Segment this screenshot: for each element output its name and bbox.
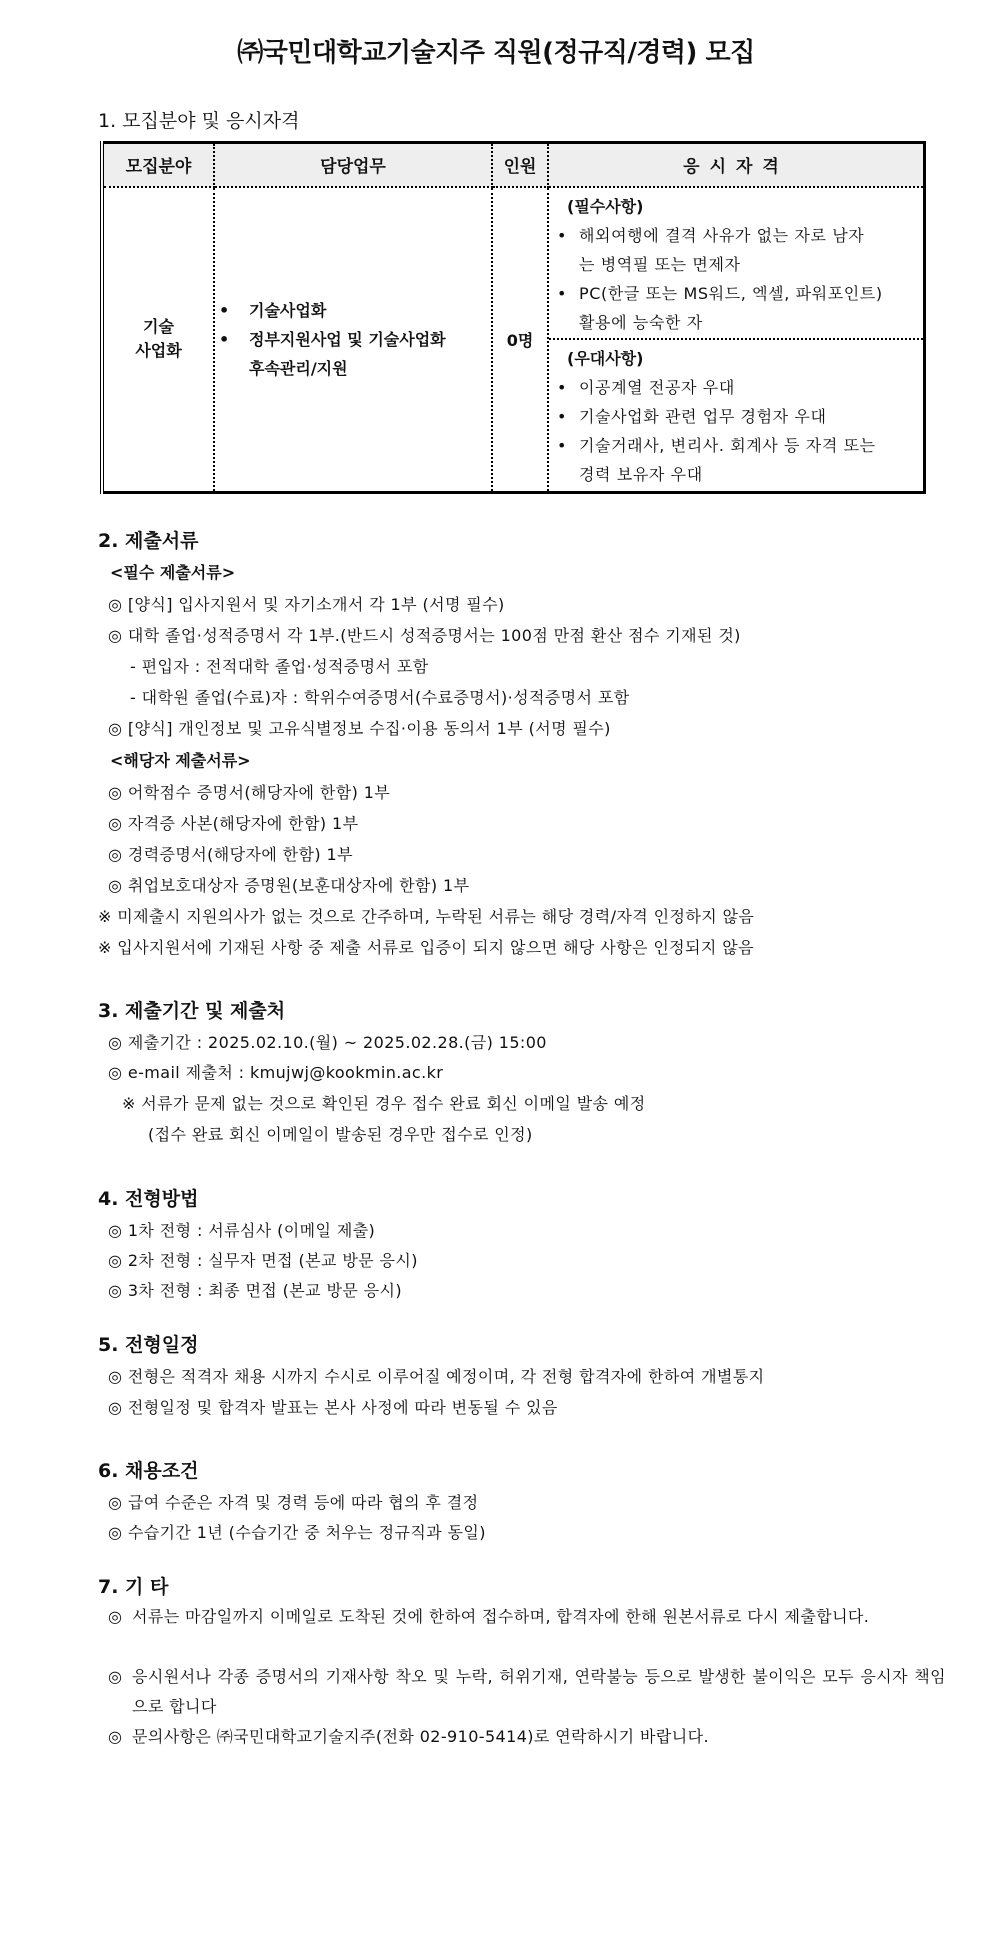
method-item: ◎ 1차 전형 : 서류심사 (이메일 제출) bbox=[108, 1221, 376, 1240]
submission-email: ◎ e-mail 제출처 : kmujwj@kookmin.ac.kr bbox=[108, 1063, 444, 1082]
section1-heading: 1. 모집분야 및 응시자격 bbox=[98, 110, 300, 132]
section6-heading: 6. 채용조건 bbox=[98, 1460, 199, 1482]
qual-item: 는 병역필 또는 면제자 bbox=[579, 254, 741, 274]
submission-note: ※ 서류가 문제 없는 것으로 확인된 경우 접수 완료 회신 이메일 발송 예정 bbox=[122, 1094, 646, 1113]
bullet-icon: • bbox=[557, 435, 568, 455]
preferred-block bbox=[549, 340, 923, 491]
method-item: ◎ 3차 전형 : 최종 면접 (본교 방문 응시) bbox=[108, 1281, 403, 1300]
field-text: 기술 bbox=[143, 317, 174, 336]
doc-item: ◎ 대학 졸업·성적증명서 각 1부.(반드시 성적증명서는 100점 만점 환산 점수 기재된 것) bbox=[108, 626, 741, 645]
section2-heading: 2. 제출서류 bbox=[98, 530, 199, 552]
doc-subitem: - 편입자 : 전적대학 졸업·성적증명서 포함 bbox=[130, 657, 429, 676]
header-field: 모집분야 bbox=[102, 143, 214, 187]
optional-docs-subheading: <해당자 제출서류> bbox=[110, 751, 251, 770]
qual-item: 경력 보유자 우대 bbox=[579, 464, 703, 484]
doc-item: ◎ 경력증명서(해당자에 한함) 1부 bbox=[108, 845, 353, 864]
misc-item: ◎ 문의사항은 ㈜국민대학교기술지주(전화 02-910-5414)로 연락하시기 바랍니다. bbox=[108, 1722, 946, 1752]
qual-item: • 기술거래사, 변리사. 회계사 등 자격 또는 bbox=[555, 431, 917, 460]
field-text: 사업화 bbox=[135, 341, 182, 360]
header-count: 인원 bbox=[492, 143, 548, 187]
qual-item: • 이공계열 전공자 우대 bbox=[555, 373, 917, 402]
condition-item: ◎ 수습기간 1년 (수습기간 중 처우는 정규직과 동일) bbox=[108, 1523, 486, 1542]
bullet-icon: • bbox=[219, 300, 230, 320]
duty-cell bbox=[214, 187, 492, 493]
duty-item: • 기술사업화 bbox=[215, 296, 491, 325]
required-label: (필수사항) bbox=[567, 196, 644, 216]
double-circle-icon: ◎ bbox=[108, 1667, 123, 1686]
qual-item: • PC(한글 또는 MS워드, 엑셀, 파워포인트) bbox=[555, 279, 917, 308]
count-cell: 0명 bbox=[492, 187, 548, 493]
qualification-cell bbox=[548, 187, 925, 493]
submission-period: ◎ 제출기간 : 2025.02.10.(월) ~ 2025.02.28.(금) 15:00 bbox=[108, 1033, 547, 1052]
misc-item: ◎ 서류는 마감일까지 이메일로 도착된 것에 한하여 접수하며, 합격자에 한해 원본서류로 다시 제출합니다. bbox=[108, 1602, 946, 1632]
field-cell bbox=[102, 187, 214, 493]
bullet-icon: • bbox=[557, 406, 568, 426]
condition-item: ◎ 급여 수준은 자격 및 경력 등에 따라 협의 후 결정 bbox=[108, 1493, 479, 1512]
bullet-icon: • bbox=[219, 329, 230, 349]
doc-note: ※ 입사지원서에 기재된 사항 중 제출 서류로 입증이 되지 않으면 해당 사항은 인정되지 않음 bbox=[98, 938, 754, 957]
doc-item: ◎ 취업보호대상자 증명원(보훈대상자에 한함) 1부 bbox=[108, 876, 470, 895]
section7-heading: 7. 기 타 bbox=[98, 1576, 169, 1598]
header-duty: 담당업무 bbox=[214, 143, 492, 187]
page-title: ㈜국민대학교기술지주 직원(정규직/경력) 모집 bbox=[237, 38, 755, 68]
bullet-icon: • bbox=[557, 283, 568, 303]
doc-item: ◎ [양식] 개인정보 및 고유식별정보 수집·이용 동의서 1부 (서명 필수) bbox=[108, 719, 611, 738]
doc-item: ◎ [양식] 입사지원서 및 자기소개서 각 1부 (서명 필수) bbox=[108, 595, 505, 614]
misc-item: ◎ 응시원서나 각종 증명서의 기재사항 착오 및 누락, 허위기재, 연락불능 등으로 발생한 불이익은 모두 응시자 책임으로 합니다 bbox=[108, 1662, 946, 1722]
duty-item: 후속관리/지원 bbox=[249, 358, 348, 378]
header-qualification: 응시자격 bbox=[548, 143, 925, 187]
qual-item: • 해외여행에 결격 사유가 없는 자로 남자 bbox=[555, 221, 917, 250]
submission-note: (접수 완료 회신 이메일이 발송된 경우만 접수로 인정) bbox=[148, 1125, 533, 1144]
section3-heading: 3. 제출기간 및 제출처 bbox=[98, 1000, 286, 1022]
qual-item: • 기술사업화 관련 업무 경험자 우대 bbox=[555, 402, 917, 431]
doc-subitem: - 대학원 졸업(수료)자 : 학위수여증명서(수료증명서)·성적증명서 포함 bbox=[130, 688, 630, 707]
recruitment-table bbox=[100, 141, 926, 494]
required-docs-subheading: <필수 제출서류> bbox=[110, 563, 236, 582]
duty-item: • 정부지원사업 및 기술사업화 bbox=[215, 325, 491, 354]
method-item: ◎ 2차 전형 : 실무자 면접 (본교 방문 응시) bbox=[108, 1251, 418, 1270]
bullet-icon: • bbox=[557, 225, 568, 245]
preferred-label: (우대사항) bbox=[567, 348, 644, 368]
qual-item: 활용에 능숙한 자 bbox=[579, 312, 703, 332]
section4-heading: 4. 전형방법 bbox=[98, 1188, 199, 1210]
table-row bbox=[102, 187, 925, 493]
double-circle-icon: ◎ bbox=[108, 1607, 123, 1626]
required-block bbox=[549, 188, 923, 340]
schedule-item: ◎ 전형은 적격자 채용 시까지 수시로 이루어질 예정이며, 각 전형 합격자에 한하여 개별통지 bbox=[108, 1367, 765, 1386]
double-circle-icon: ◎ bbox=[108, 1727, 123, 1746]
section5-heading: 5. 전형일정 bbox=[98, 1334, 199, 1356]
schedule-item: ◎ 전형일정 및 합격자 발표는 본사 사정에 따라 변동될 수 있음 bbox=[108, 1398, 558, 1417]
doc-note: ※ 미제출시 지원의사가 없는 것으로 간주하며, 누락된 서류는 해당 경력/자격 인정하지 않음 bbox=[98, 907, 755, 926]
doc-item: ◎ 자격증 사본(해당자에 한함) 1부 bbox=[108, 814, 359, 833]
bullet-icon: • bbox=[557, 377, 568, 397]
doc-item: ◎ 어학점수 증명서(해당자에 한함) 1부 bbox=[108, 783, 391, 802]
